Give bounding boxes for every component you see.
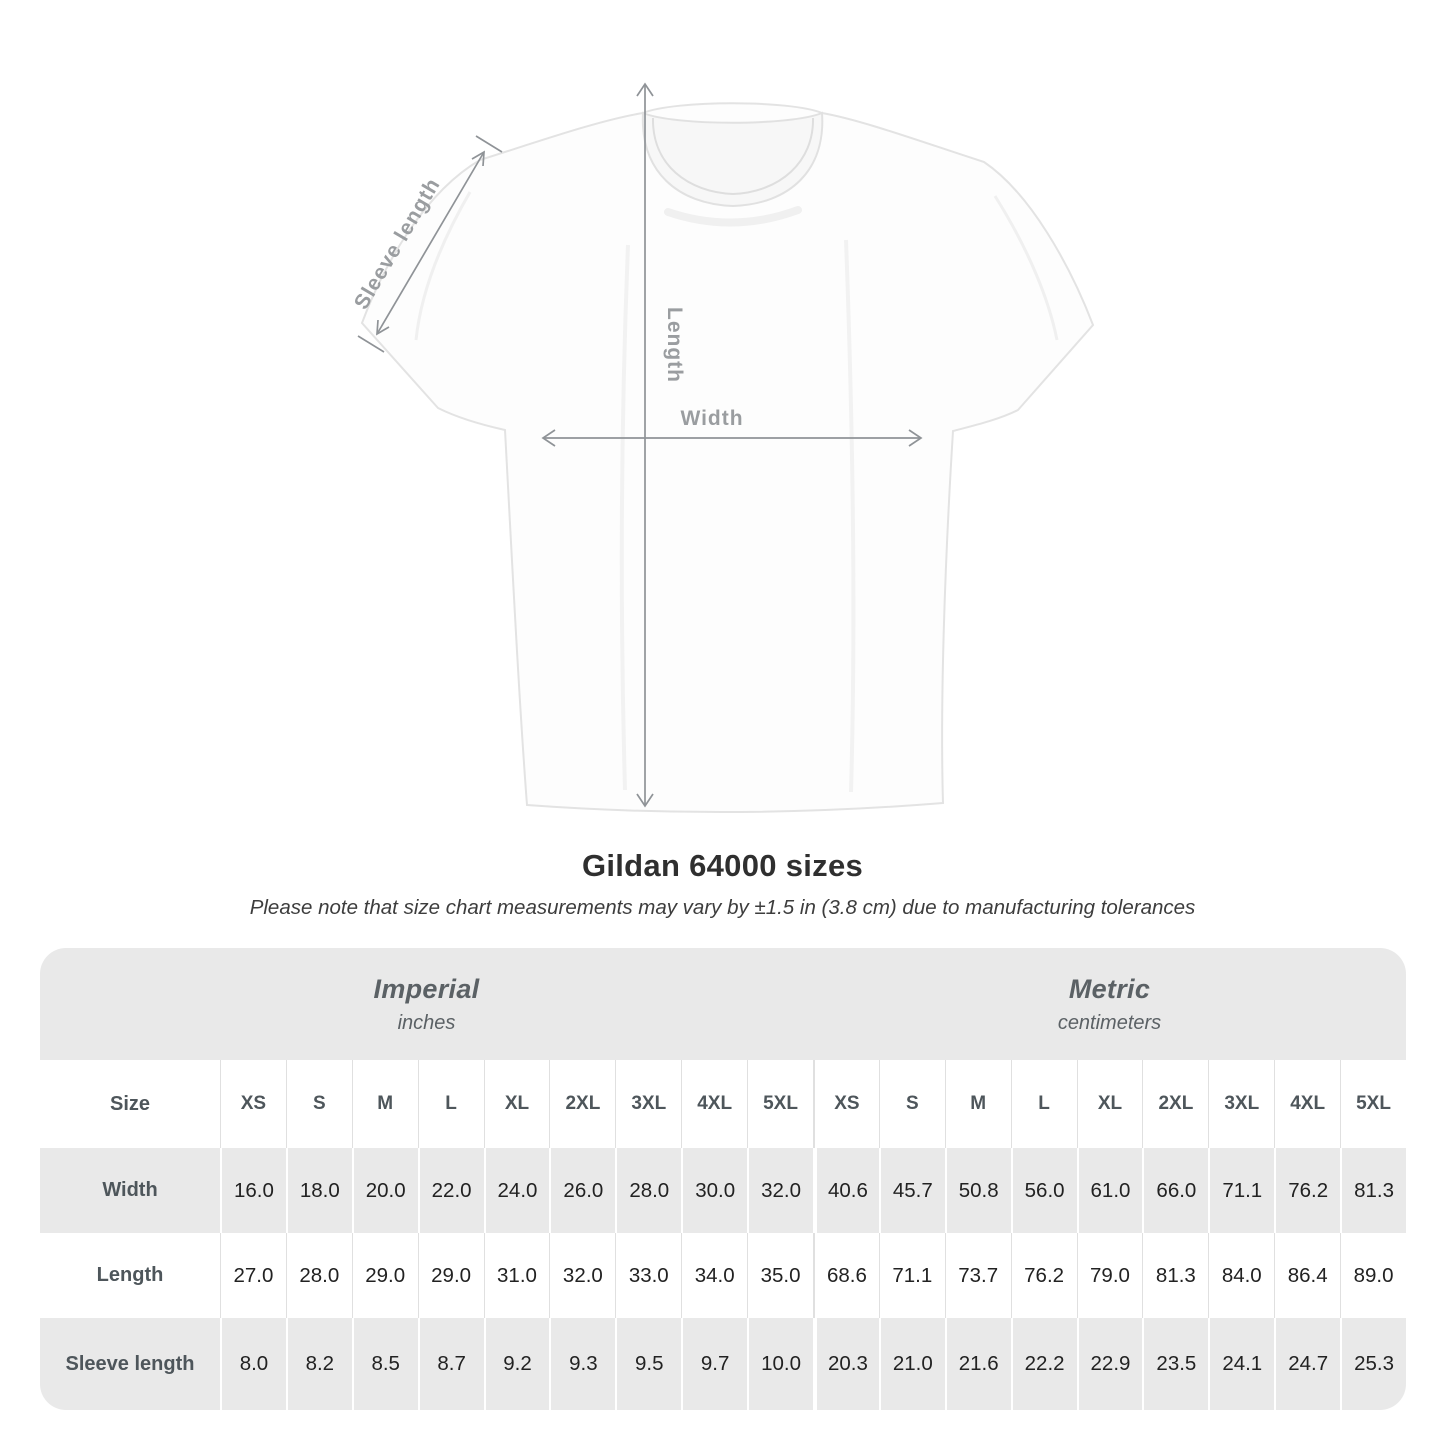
width-imperial-xl: 24.0 — [484, 1148, 550, 1233]
sleeve-metric-l: 22.2 — [1011, 1318, 1077, 1410]
metric-group-name: Metric — [1068, 973, 1151, 1004]
sleeve-imperial-m: 8.5 — [352, 1318, 418, 1410]
size-header-metric-m: M — [945, 1060, 1011, 1148]
size-header-metric-l: L — [1011, 1060, 1077, 1148]
width-metric-s: 45.7 — [879, 1148, 945, 1233]
size-header-metric-5xl: 5XL — [1340, 1060, 1406, 1148]
metric-group-header — [813, 948, 1406, 1060]
sleeve-metric-5xl: 25.3 — [1340, 1318, 1406, 1410]
sleeve-length-label: Sleeve length — [349, 173, 445, 314]
width-metric-5xl: 81.3 — [1340, 1148, 1406, 1233]
length-imperial-xl: 31.0 — [484, 1233, 550, 1318]
length-imperial-2xl: 32.0 — [549, 1233, 615, 1318]
width-metric-3xl: 71.1 — [1208, 1148, 1274, 1233]
width-metric-l: 56.0 — [1011, 1148, 1077, 1233]
sleeve-metric-3xl: 24.1 — [1208, 1318, 1274, 1410]
size-header-metric-xl: XL — [1077, 1060, 1143, 1148]
length-imperial-5xl: 35.0 — [747, 1233, 813, 1318]
length-metric-4xl: 86.4 — [1274, 1233, 1340, 1318]
size-header-imperial-4xl: 4XL — [681, 1060, 747, 1148]
table-row-width — [40, 1148, 1406, 1233]
sleeve-imperial-3xl: 9.5 — [615, 1318, 681, 1410]
size-header-metric-xs: XS — [813, 1060, 879, 1148]
length-imperial-l: 29.0 — [418, 1233, 484, 1318]
size-header-imperial-xl: XL — [484, 1060, 550, 1148]
row-label-length: Length — [96, 1264, 164, 1286]
length-imperial-4xl: 34.0 — [681, 1233, 747, 1318]
width-imperial-5xl: 32.0 — [747, 1148, 813, 1233]
sleeve-imperial-xl: 9.2 — [484, 1318, 550, 1410]
length-imperial-s: 28.0 — [286, 1233, 352, 1318]
table-row-length — [40, 1233, 1406, 1318]
size-header-imperial-s: S — [286, 1060, 352, 1148]
sleeve-imperial-xs: 8.0 — [220, 1318, 286, 1410]
length-label: Length — [663, 307, 686, 383]
sleeve-metric-2xl: 23.5 — [1142, 1318, 1208, 1410]
width-imperial-xs: 16.0 — [220, 1148, 286, 1233]
unit-group-header — [40, 948, 1406, 1060]
page-title: Gildan 64000 sizes — [581, 848, 864, 883]
sleeve-imperial-l: 8.7 — [418, 1318, 484, 1410]
length-metric-xl: 79.0 — [1077, 1233, 1143, 1318]
size-header-metric-2xl: 2XL — [1142, 1060, 1208, 1148]
metric-group-unit: centimeters — [1057, 1011, 1162, 1034]
width-label: Width — [680, 407, 744, 430]
width-metric-xl: 61.0 — [1077, 1148, 1143, 1233]
sleeve-imperial-2xl: 9.3 — [549, 1318, 615, 1410]
length-metric-3xl: 84.0 — [1208, 1233, 1274, 1318]
imperial-group-name: Imperial — [373, 973, 480, 1004]
size-header-metric-3xl: 3XL — [1208, 1060, 1274, 1148]
size-header-imperial-xs: XS — [220, 1060, 286, 1148]
width-metric-xs: 40.6 — [813, 1148, 879, 1233]
row-label-sleeve-length: Sleeve length — [65, 1352, 195, 1375]
size-header-metric-s: S — [879, 1060, 945, 1148]
sleeve-metric-m: 21.6 — [945, 1318, 1011, 1410]
size-column-label: Size — [109, 1092, 151, 1115]
size-header-imperial-l: L — [418, 1060, 484, 1148]
width-imperial-l: 22.0 — [418, 1148, 484, 1233]
sleeve-metric-4xl: 24.7 — [1274, 1318, 1340, 1410]
length-metric-xs: 68.6 — [813, 1233, 879, 1318]
row-label-width: Width — [102, 1179, 158, 1201]
imperial-group-header — [40, 948, 813, 1060]
sleeve-imperial-4xl: 9.7 — [681, 1318, 747, 1410]
width-imperial-m: 20.0 — [352, 1148, 418, 1233]
size-header-imperial-2xl: 2XL — [549, 1060, 615, 1148]
imperial-group-unit: inches — [397, 1011, 456, 1034]
width-imperial-s: 18.0 — [286, 1148, 352, 1233]
length-imperial-3xl: 33.0 — [615, 1233, 681, 1318]
tolerance-note: Please note that size chart measurements may vary by ±1.5 in (3.8 cm) due to manufacturing tolerances — [249, 896, 1196, 919]
size-header-metric-4xl: 4XL — [1274, 1060, 1340, 1148]
length-imperial-xs: 27.0 — [220, 1233, 286, 1318]
size-header-imperial-3xl: 3XL — [615, 1060, 681, 1148]
sleeve-metric-xl: 22.9 — [1077, 1318, 1143, 1410]
table-row-sleeve-length — [40, 1318, 1406, 1410]
width-metric-2xl: 66.0 — [1142, 1148, 1208, 1233]
length-metric-2xl: 81.3 — [1142, 1233, 1208, 1318]
size-header-imperial-5xl: 5XL — [747, 1060, 813, 1148]
width-imperial-3xl: 28.0 — [615, 1148, 681, 1233]
sleeve-metric-s: 21.0 — [879, 1318, 945, 1410]
width-metric-4xl: 76.2 — [1274, 1148, 1340, 1233]
tshirt-illustration — [362, 103, 1093, 812]
sleeve-metric-xs: 20.3 — [813, 1318, 879, 1410]
width-metric-m: 50.8 — [945, 1148, 1011, 1233]
sleeve-imperial-5xl: 10.0 — [747, 1318, 813, 1410]
sleeve-imperial-s: 8.2 — [286, 1318, 352, 1410]
length-metric-s: 71.1 — [879, 1233, 945, 1318]
size-table — [40, 948, 1406, 1410]
length-metric-m: 73.7 — [945, 1233, 1011, 1318]
length-metric-5xl: 89.0 — [1340, 1233, 1406, 1318]
width-imperial-2xl: 26.0 — [549, 1148, 615, 1233]
length-metric-l: 76.2 — [1011, 1233, 1077, 1318]
length-imperial-m: 29.0 — [352, 1233, 418, 1318]
width-imperial-4xl: 30.0 — [681, 1148, 747, 1233]
size-header-row — [40, 1060, 1406, 1148]
size-header-imperial-m: M — [352, 1060, 418, 1148]
